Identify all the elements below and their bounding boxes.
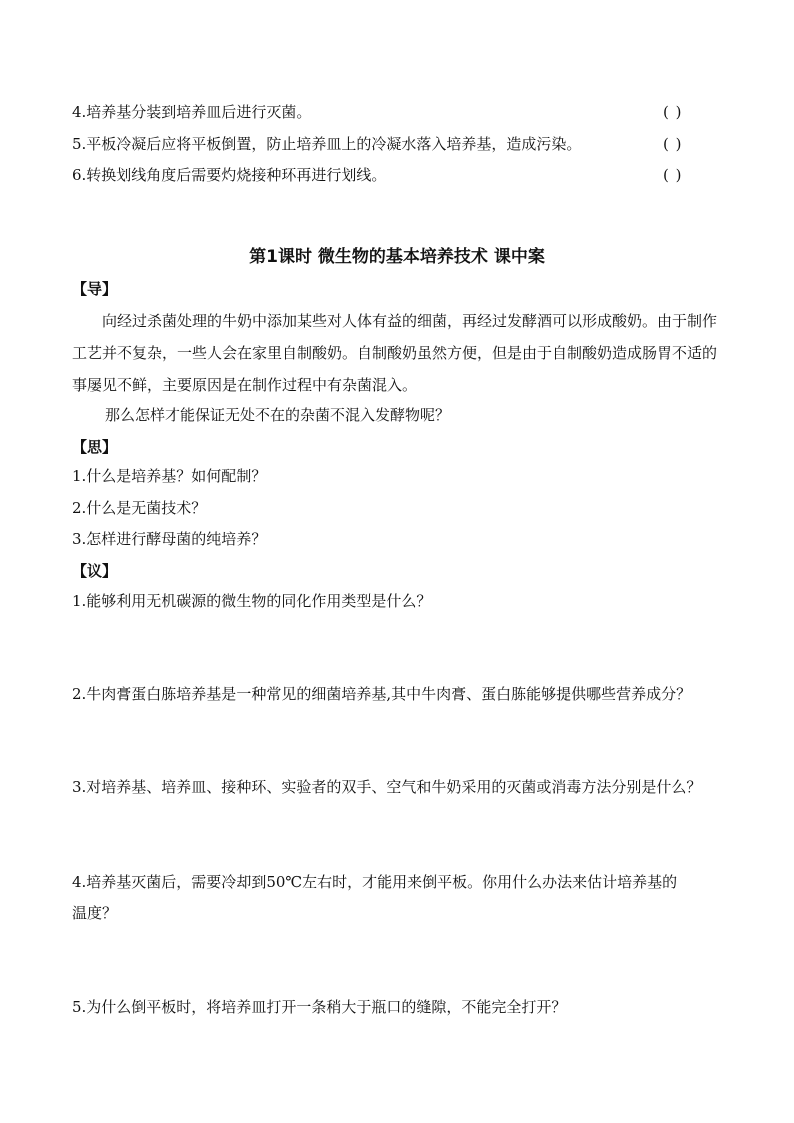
section-heading-dao: 【导】	[72, 280, 118, 298]
answer-blank-5[interactable]: ( )	[663, 135, 683, 153]
think-question-1: 1.什么是培养基？如何配制？	[72, 467, 267, 485]
answer-blank-4[interactable]: ( )	[663, 103, 683, 121]
intro-question: 那么怎样才能保证无处不在的杂菌不混入发酵物呢？	[105, 406, 451, 424]
discuss-question-4-cont: 温度？	[72, 904, 118, 922]
intro-paragraph: 向经过杀菌处理的牛奶中添加某些对人体有益的细菌，再经过发酵酒可以形成酸奶。由于制作工艺并不复杂，一些人会在家里自制酸奶。自制酸奶虽然方便，但是由于自制酸奶造成肠胃不适的事屡见不鲜，主要原因是在制作过程中有杂菌混入。	[72, 312, 718, 394]
judgment-item-4: 4.培养基分装到培养皿后进行灭菌。	[72, 103, 312, 121]
discuss-question-2: 2.牛肉膏蛋白胨培养基是一种常见的细菌培养基,其中牛肉膏、蛋白胨能够提供哪些营养成分？	[72, 685, 692, 703]
answer-blank-6[interactable]: ( )	[663, 166, 683, 184]
lesson-title: 第1课时 微生物的基本培养技术 课中案	[249, 247, 545, 267]
discuss-question-1: 1.能够利用无机碳源的微生物的同化作用类型是什么？	[72, 592, 432, 610]
discuss-question-5: 5.为什么倒平板时，将培养皿打开一条稍大于瓶口的缝隙，不能完全打开？	[72, 998, 567, 1016]
judgment-item-6: 6.转换划线角度后需要灼烧接种环再进行划线。	[72, 166, 387, 184]
judgment-item-5: 5.平板冷凝后应将平板倒置，防止培养皿上的冷凝水落入培养基，造成污染。	[72, 135, 582, 153]
think-question-3: 3.怎样进行酵母菌的纯培养？	[72, 530, 267, 548]
discuss-question-3: 3.对培养基、培养皿、接种环、实验者的双手、空气和牛奶采用的灭菌或消毒方法分别是什么？	[72, 778, 702, 796]
discuss-question-4: 4.培养基灭菌后，需要冷却到50℃左右时，才能用来倒平板。你用什么办法来估计培养基的	[72, 873, 678, 891]
section-heading-yi: 【议】	[72, 562, 118, 580]
section-heading-si: 【思】	[72, 438, 118, 456]
think-question-2: 2.什么是无菌技术？	[72, 499, 207, 517]
